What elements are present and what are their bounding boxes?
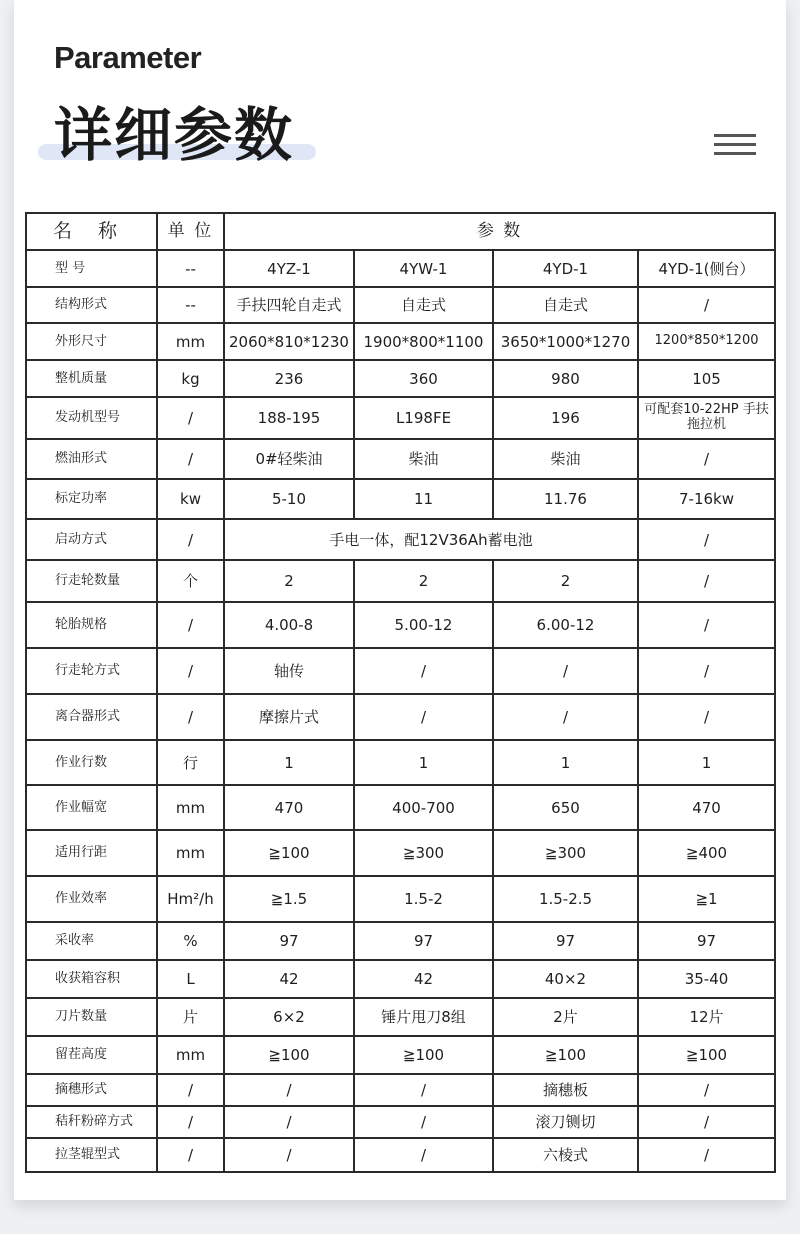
row-value-cell: 400-700: [354, 785, 493, 830]
table-row: [26, 519, 775, 560]
title-chinese-block: [38, 86, 328, 169]
row-value-cell: 1: [354, 740, 493, 785]
row-unit-cell: /: [157, 1138, 224, 1172]
row-unit-cell: /: [157, 694, 224, 740]
row-name-cell: 轮胎规格: [26, 602, 157, 648]
row-value-cell: 97: [224, 922, 354, 960]
row-unit-cell: /: [157, 602, 224, 648]
row-name-cell: 行走轮数量: [26, 560, 157, 602]
row-unit-cell: /: [157, 1074, 224, 1106]
row-value-cell: ≧1: [638, 876, 775, 922]
row-unit-cell: mm: [157, 785, 224, 830]
row-value-cell: /: [638, 1138, 775, 1172]
table-row: [26, 287, 775, 323]
row-name-cell: 结构形式: [26, 287, 157, 323]
row-value-cell: 自走式: [354, 287, 493, 323]
row-value-cell: 105: [638, 360, 775, 397]
row-value-cell: L198FE: [354, 397, 493, 439]
row-value-cell: ≧400: [638, 830, 775, 876]
row-value-cell: 97: [493, 922, 638, 960]
row-unit-cell: /: [157, 1106, 224, 1138]
row-value-cell: 2片: [493, 998, 638, 1036]
row-unit-cell: /: [157, 519, 224, 560]
row-value-cell: /: [638, 1074, 775, 1106]
row-value-cell: 柴油: [493, 439, 638, 479]
row-value-cell: 5-10: [224, 479, 354, 519]
row-value-cell: 3650*1000*1270: [493, 323, 638, 360]
row-value-cell: /: [493, 694, 638, 740]
row-value-cell: 4YZ-1: [224, 250, 354, 287]
row-value-cell: ≧100: [493, 1036, 638, 1074]
row-value-cell: /: [638, 648, 775, 694]
row-unit-cell: /: [157, 397, 224, 439]
row-name-cell: 作业幅宽: [26, 785, 157, 830]
row-unit-cell: /: [157, 439, 224, 479]
menu-bar: [714, 152, 756, 155]
row-value-cell: 2: [224, 560, 354, 602]
table-row: [26, 397, 775, 439]
table-row: [26, 1074, 775, 1106]
row-name-cell: 型 号: [26, 250, 157, 287]
row-value-cell: 97: [638, 922, 775, 960]
row-value-cell: 2060*810*1230: [224, 323, 354, 360]
table-row: [26, 960, 775, 998]
row-value-cell: 1: [638, 740, 775, 785]
row-value-cell: 980: [493, 360, 638, 397]
row-value-cell: 6.00-12: [493, 602, 638, 648]
row-value-cell: /: [224, 1074, 354, 1106]
table-row: [26, 360, 775, 397]
row-value-cell: /: [354, 1074, 493, 1106]
table-row: [26, 648, 775, 694]
row-unit-cell: kw: [157, 479, 224, 519]
table-row: [26, 250, 775, 287]
row-name-cell: 行走轮方式: [26, 648, 157, 694]
row-value-cell: 1.5-2.5: [493, 876, 638, 922]
title-english: Parameter: [54, 40, 202, 75]
row-name-cell: 采收率: [26, 922, 157, 960]
row-value-cell: 360: [354, 360, 493, 397]
row-unit-cell: L: [157, 960, 224, 998]
table-row: [26, 1138, 775, 1172]
row-value-cell: 轴传: [224, 648, 354, 694]
row-value-cell: 196: [493, 397, 638, 439]
row-name-cell: 离合器形式: [26, 694, 157, 740]
row-value-cell: 1200*850*1200: [638, 323, 775, 360]
row-value-cell: 4YD-1: [493, 250, 638, 287]
row-value-cell: /: [638, 694, 775, 740]
row-name-cell: 启动方式: [26, 519, 157, 560]
table-row: [26, 560, 775, 602]
row-value-cell: /: [638, 519, 775, 560]
row-unit-cell: /: [157, 648, 224, 694]
row-value-cell: 1900*800*1100: [354, 323, 493, 360]
row-unit-cell: --: [157, 250, 224, 287]
row-value-cell: 650: [493, 785, 638, 830]
row-value-cell: 可配套10-22HP 手扶拖拉机: [638, 397, 775, 439]
row-value-cell: /: [638, 560, 775, 602]
row-value-cell: 0#轻柴油: [224, 439, 354, 479]
row-name-cell: 燃油形式: [26, 439, 157, 479]
row-unit-cell: %: [157, 922, 224, 960]
table-row: [26, 998, 775, 1036]
row-value-cell: 188-195: [224, 397, 354, 439]
row-value-cell: 1: [224, 740, 354, 785]
row-value-cell: /: [354, 1138, 493, 1172]
table-row: [26, 439, 775, 479]
row-value-cell: 1: [493, 740, 638, 785]
table-row: [26, 830, 775, 876]
row-value-cell: 236: [224, 360, 354, 397]
row-value-cell: 2: [354, 560, 493, 602]
row-name-cell: 摘穗形式: [26, 1074, 157, 1106]
row-value-cell: ≧100: [224, 1036, 354, 1074]
row-name-cell: 外形尺寸: [26, 323, 157, 360]
row-unit-cell: --: [157, 287, 224, 323]
row-value-cell: 97: [354, 922, 493, 960]
row-name-cell: 秸秆粉碎方式: [26, 1106, 157, 1138]
row-merged-value-cell: 手电一体，配12V36Ah蓄电池: [224, 519, 638, 560]
row-value-cell: /: [638, 1106, 775, 1138]
menu-bar: [714, 143, 756, 146]
row-value-cell: /: [638, 287, 775, 323]
row-value-cell: ≧100: [638, 1036, 775, 1074]
row-value-cell: 470: [638, 785, 775, 830]
table-row: [26, 479, 775, 519]
row-unit-cell: mm: [157, 830, 224, 876]
row-value-cell: 摘穗板: [493, 1074, 638, 1106]
row-name-cell: 作业行数: [26, 740, 157, 785]
table-row: [26, 876, 775, 922]
row-value-cell: 锤片甩刀8组: [354, 998, 493, 1036]
row-value-cell: 4YD-1(侧台）: [638, 250, 775, 287]
title-chinese: 详细参数: [54, 101, 295, 169]
table-row: [26, 1036, 775, 1074]
row-value-cell: 11.76: [493, 479, 638, 519]
row-value-cell: 12片: [638, 998, 775, 1036]
table-row: [26, 323, 775, 360]
row-name-cell: 拉茎辊型式: [26, 1138, 157, 1172]
row-name-cell: 整机质量: [26, 360, 157, 397]
row-value-cell: /: [224, 1138, 354, 1172]
row-value-cell: 5.00-12: [354, 602, 493, 648]
row-value-cell: 滚刀铡切: [493, 1106, 638, 1138]
row-unit-cell: kg: [157, 360, 224, 397]
row-value-cell: /: [354, 694, 493, 740]
row-unit-cell: 片: [157, 998, 224, 1036]
menu-bar: [714, 134, 756, 137]
header-unit-cell: 单 位: [157, 213, 224, 250]
parameter-table: [25, 212, 776, 1173]
row-value-cell: ≧300: [493, 830, 638, 876]
row-value-cell: 柴油: [354, 439, 493, 479]
table-row: [26, 785, 775, 830]
row-value-cell: 4YW-1: [354, 250, 493, 287]
row-name-cell: 标定功率: [26, 479, 157, 519]
row-value-cell: 42: [224, 960, 354, 998]
row-value-cell: 470: [224, 785, 354, 830]
row-value-cell: /: [638, 439, 775, 479]
row-name-cell: 作业效率: [26, 876, 157, 922]
row-value-cell: ≧300: [354, 830, 493, 876]
row-value-cell: 11: [354, 479, 493, 519]
row-value-cell: /: [638, 602, 775, 648]
header-params-cell: 参 数: [224, 213, 775, 250]
row-value-cell: /: [493, 648, 638, 694]
row-value-cell: 35-40: [638, 960, 775, 998]
row-value-cell: ≧100: [224, 830, 354, 876]
row-value-cell: /: [354, 648, 493, 694]
row-unit-cell: mm: [157, 1036, 224, 1074]
row-value-cell: 摩擦片式: [224, 694, 354, 740]
table-header-row: [26, 213, 775, 250]
row-unit-cell: mm: [157, 323, 224, 360]
row-name-cell: 适用行距: [26, 830, 157, 876]
row-name-cell: 刀片数量: [26, 998, 157, 1036]
hamburger-menu-icon[interactable]: [714, 134, 756, 156]
header-name-cell: 名 称: [26, 213, 157, 250]
table-row: [26, 1106, 775, 1138]
table-row: [26, 602, 775, 648]
row-value-cell: 2: [493, 560, 638, 602]
row-value-cell: ≧1.5: [224, 876, 354, 922]
row-name-cell: 收获箱容积: [26, 960, 157, 998]
row-value-cell: 6×2: [224, 998, 354, 1036]
row-value-cell: 4.00-8: [224, 602, 354, 648]
row-value-cell: /: [354, 1106, 493, 1138]
row-unit-cell: Hm²/h: [157, 876, 224, 922]
table-row: [26, 740, 775, 785]
row-value-cell: ≧100: [354, 1036, 493, 1074]
row-value-cell: /: [224, 1106, 354, 1138]
row-unit-cell: 行: [157, 740, 224, 785]
row-value-cell: 手扶四轮自走式: [224, 287, 354, 323]
row-value-cell: 六棱式: [493, 1138, 638, 1172]
table-row: [26, 694, 775, 740]
table-row: [26, 922, 775, 960]
row-value-cell: 自走式: [493, 287, 638, 323]
row-name-cell: 留茬高度: [26, 1036, 157, 1074]
row-value-cell: 42: [354, 960, 493, 998]
row-value-cell: 7-16kw: [638, 479, 775, 519]
row-name-cell: 发动机型号: [26, 397, 157, 439]
row-value-cell: 1.5-2: [354, 876, 493, 922]
row-unit-cell: 个: [157, 560, 224, 602]
row-value-cell: 40×2: [493, 960, 638, 998]
